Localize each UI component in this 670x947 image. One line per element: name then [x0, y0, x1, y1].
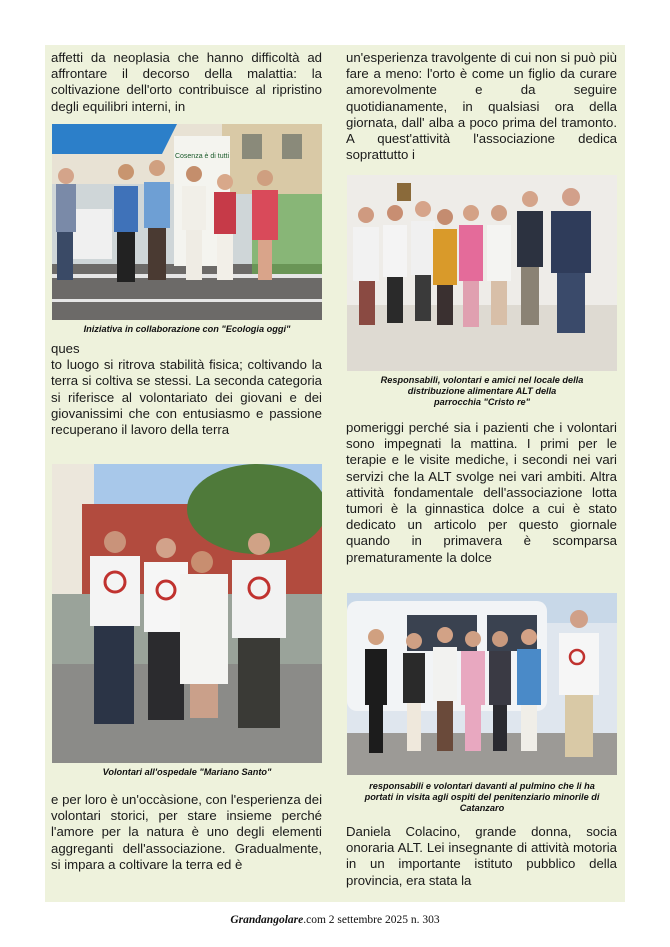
caption-line: Catanzaro [459, 803, 505, 813]
caption-pulmino [347, 781, 617, 814]
caption-line: parrocchia "Cristo re" [433, 397, 531, 407]
paragraph: pomeriggi perché sia i pazienti che i volontari sono impegnati la mattina. I primi per le terapie e le visite mediche, i secondi nei vari servizi che la ALT svolge nei vari ambiti. Altra attività fondamentale dell'associazione lotta tumori è la ginnastica dolce a cui è stato dedicato un articolo per questo giornale quando in primavera è scomparsa prematuramente la dolce [346, 420, 617, 565]
paragraph: affetti da neoplasia che hanno difficoltà ad affrontare il decorso della malattia: la coltivazione dell'orto contribuisce al ripristino degli equilibri interni, in [51, 50, 322, 114]
right-text-3 [346, 824, 617, 889]
paragraph: Daniela Colacino, grande donna, socia onoraria ALT. Lei insegnante di attività motoria in un importante istituto pubblico della provincia, era stata la [346, 824, 617, 888]
paragraph: to luogo si ritrova stabilità fisica; coltivando la terra si coltiva se stessi. La seconda categoria si riferisce al volontariato dei giovani e dei giovanissimi che con entusiasmo e passione recuperano il lavoro della terra [51, 357, 322, 438]
photo-scene [52, 124, 322, 320]
photo-pulmino [347, 593, 617, 775]
caption-ecologia-oggi: Iniziativa in collaborazione con "Ecologia oggi" [83, 324, 291, 334]
right-text-2 [346, 420, 617, 566]
photo-ecologia-oggi [52, 124, 322, 320]
footer-date-issue: .com 2 settembre 2025 n. 303 [303, 914, 440, 926]
left-text-1 [51, 50, 322, 115]
caption-line: responsabili e volontari davanti al pulmino che li ha [369, 781, 595, 791]
paragraph: un'esperienza travolgente di cui non si può più fare a meno: l'orto è come un figlio da curare amorevolmente e da seguire quotidianamente, in qualsiasi ora della giornata, dall' alba a poco prima del tramonto. A quest'attività l'associazione dedica soprattutto i [346, 50, 617, 163]
caption-line: Responsabili, volontari e amici nel locale della [380, 375, 584, 385]
caption-line: distribuzione alimentare ALT della [407, 386, 557, 396]
paragraph: e per loro è un'occàsione, con l'esperienza dei volontari storici, per stare insieme perché l'amore per la natura è uno degli elementi aggreganti dell'associazione. Gradualmente, si impara a coltivare la terra ed è [51, 792, 322, 872]
caption-line: portati in visita agli ospiti del penitenziario minorile di [364, 792, 600, 802]
photo-scene [52, 464, 322, 763]
paragraph-fragment: ques [51, 341, 80, 356]
footer-brand[interactable]: Grandangolare [230, 914, 304, 926]
left-text-2 [51, 341, 322, 438]
caption-cristo-re [347, 375, 617, 408]
photo-scene [347, 593, 617, 775]
left-text-3 [51, 792, 322, 873]
caption-mariano-santo: Volontari all'ospedale "Mariano Santo" [102, 767, 272, 777]
photo-mariano-santo [52, 464, 322, 763]
right-text-1 [346, 50, 617, 163]
photo-scene [347, 175, 617, 371]
photo-cristo-re [347, 175, 617, 371]
page-footer [0, 914, 670, 926]
sign-text: Cosenza è di tutti [174, 153, 230, 160]
